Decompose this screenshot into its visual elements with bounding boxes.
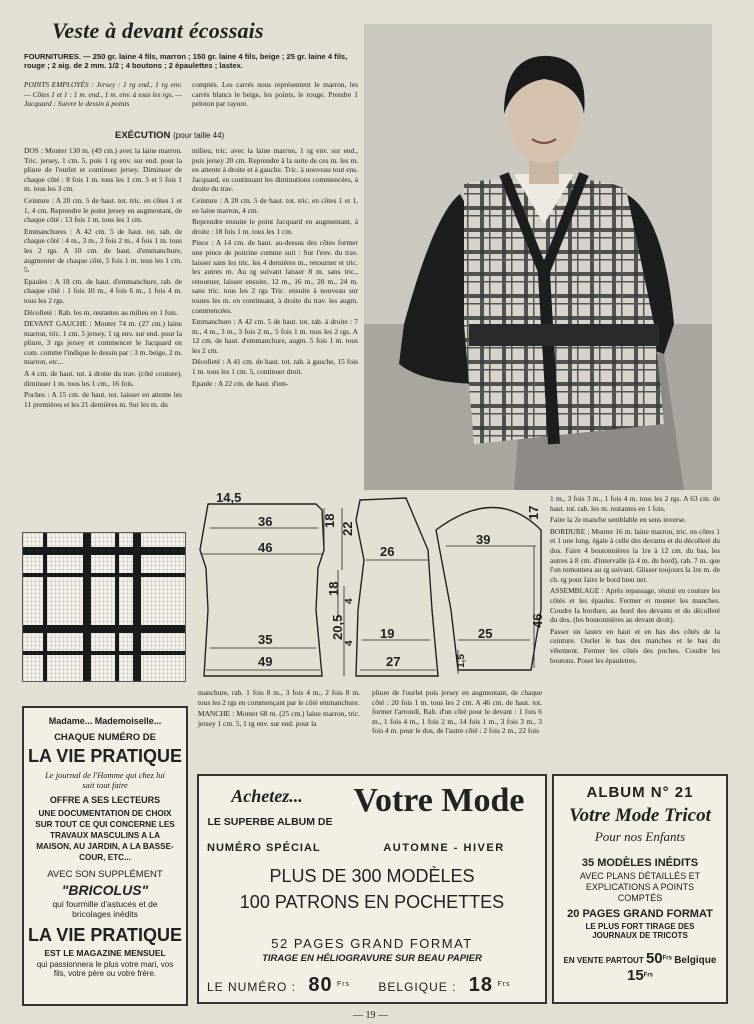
para-ceinture: Ceinture : A 20 cm. 5 de haut. tot. tric. en côtes 1 et 1, 4 cm. Reprendre le point jersey en augmentant, de chaque côté : 13 fois 1 m. tous les 1 cm.	[24, 195, 182, 225]
para-epaule-devant: Epaule : A 22 cm. de haut. d'em-	[192, 378, 289, 388]
dim-front-27: 27	[386, 654, 401, 669]
ad1-magazine-name-2: LA VIE PRATIQUE	[27, 925, 182, 945]
ad1-footer: qui passionnera le plus votre mari, vos fils, votre père ou votre frère.	[36, 960, 174, 978]
para-bordure: BORDURE : Monter 16 m. laine marron, tric. en côtes 1 et 1 une long. égale à celle des devants et du décolleté du dos. Faire 4 boutonnières la 1re à 12 cm. du bas, les autres à 8 cm. d'intervalle (à 4 m. du bord), rab. 7 m. que l'on remontera au rg suivant. Glisser toujours la 1re m. de ch. rg pour faire le bord bien net.	[550, 526, 720, 584]
ad1-bricolus-desc: qui fourmille d'astuces et de bricolages inédits	[52, 899, 158, 919]
ad1-bricolus: "BRICOLUS"	[61, 882, 149, 898]
ad1-offer: OFFRE A SES LECTEURS	[49, 795, 161, 805]
dim-front-19: 19	[380, 626, 395, 641]
para-devant-gauche: DEVANT GAUCHE : Monter 74 m. (27 cm.) laine marron, tric. 1 cm. 5 jersey, 1 rg env. sur end. pour la pliure, 3 rgs jersey et commencer le Jacquard en com. comme l'indique le dessin par : 3 m. beige, 2 m. marron, etc...	[24, 319, 182, 367]
dim-sleeve-39: 39	[476, 532, 491, 547]
ad2-price-row	[207, 974, 537, 997]
ad2-achetez: Achetez...	[231, 786, 303, 806]
article-title: Veste à devant écossais	[52, 18, 264, 43]
model-photo	[364, 24, 712, 490]
dim-sleeve-46: 46	[530, 613, 545, 628]
jacquard-chart	[22, 532, 186, 682]
supplies-text: FOURNITURES. — 250 gr. laine 4 fils, marron ; 150 gr. laine 4 fils, beige ; 25 gr. laine 4 fils, rouge ; 2 aig. de 2 mm. 1/2 ; 4 boutons ; 2 épaulettes ; lastex.	[24, 52, 348, 70]
dim-sleeve-1-5: 1,5	[456, 654, 467, 668]
ad2-patterns: 100 PATRONS EN POCHETTES	[239, 892, 505, 912]
para-finitions: Passer un lastex en haut et en bas des côtés de la ceinture. Ourler le bas des manches et le bas du vêtement. Fermer les côtés des poches. Coudre les boutons. Poser les épaulettes.	[550, 626, 720, 665]
ad3-price: 50	[645, 950, 663, 967]
para-decollete-devant: Décolleté : A 41 cm. de haut. tot. rab. à gauche, 15 fois 1 m. tous les 1 cm. 5, continuer droit.	[192, 357, 358, 377]
dim-front-4a: 4	[344, 598, 355, 604]
instructions-col-right	[550, 494, 720, 667]
ad-album-21	[552, 774, 728, 1004]
ad2-season: AUTOMNE - HIVER	[383, 842, 505, 854]
page-number: — 19 —	[353, 1010, 388, 1021]
para-reprendre: Reprendre ensuite le point Jacquard en augmentant, à droite : 18 fois 1 m. tous les 1 cm.	[192, 217, 358, 236]
dim-front-18: 18	[326, 581, 341, 596]
instructions-col-2	[192, 146, 358, 390]
dim-front-26: 26	[380, 544, 395, 559]
ad2-models: PLUS DE 300 MODÈLES	[269, 866, 475, 886]
ad2-belgium-unit: Frs	[497, 981, 511, 988]
ad1-magazine-name: LA VIE PRATIQUE	[27, 746, 182, 766]
ad-vie-pratique	[22, 706, 188, 1006]
dim-back-35: 35	[258, 632, 273, 647]
ad3-belgium-label: Belgique	[674, 955, 717, 966]
ad1-monthly: EST LE MAGAZINE MENSUEL	[44, 948, 166, 958]
dim-sleeve-17: 17	[526, 505, 541, 520]
dim-front-20-5: 20,5	[330, 614, 345, 640]
dim-back-18: 18	[322, 513, 337, 528]
ad2-printing: TIRAGE EN HÉLIOGRAVURE SUR BEAU PAPIER	[262, 953, 482, 964]
ad3-children: Pour nos Enfants	[594, 829, 686, 844]
stitches-text: POINTS EMPLOYÉS : Jersey : 1 rg end., 1 rg env. — Côtes 1 et 1 : 1 m. end., 1 m. env. à tous les rgs. — Jacquard : Suivre le dessin à points	[24, 80, 182, 109]
ad1-tagline: Le journal de l'Homme qui chez lui sait tout faire	[45, 770, 165, 790]
para-decollete: Décolleté : Rab. les m. restantes au milieu en 1 fois.	[24, 307, 178, 317]
para-poches: Poches : A 15 cm. de haut. tot. laisser en attente les 11 premières et les 21 dernières m. Sur les m. du	[24, 390, 182, 409]
para-dos: DOS : Monter 130 m. (49 cm.) avec la laine marron. Tric. jersey, 1 cm. 5, puis 1 rg env. sur end. pour la pliure de l'ourlet et continuer jersey. Diminuer de chaque côté : 8 fois 1 m. tous les 1 cm. 5 et 5 fois 1 m. tous les 3 cm.	[24, 146, 182, 194]
para-deuxieme-manche: Faire la 2e manche semblable en sens inverse.	[550, 515, 687, 525]
para-assemblage: ASSEMBLAGE : Après repassage, réunir en couture les côtés et les épaules. Fermer et monter les manches. Coudre la bordure, au bord des devants et du décolleté du dos, (les boutonnières au devant droit).	[550, 586, 720, 625]
execution-size: (pour taille 44)	[173, 131, 225, 140]
ad3-circulation: LE PLUS FORT TIRAGE DES JOURNAUX DE TRICOTS	[585, 922, 695, 940]
ad1-greeting: Madame... Mademoiselle...	[48, 716, 162, 726]
instructions-col-1	[24, 146, 182, 411]
ad3-details: AVEC PLANS DÉTAILLÉS ET EXPLICATIONS A POINTS COMPTÉS	[579, 871, 701, 903]
para-epaule-fin: manchure, rab. 1 fois 8 m., 3 fois 4 m., 2 fois 8 m. tous les 2 rgs en commençant par le côté emmanchure.	[198, 688, 360, 707]
ad3-belgium-price: 15	[626, 967, 644, 984]
dim-back-22: 22	[340, 521, 355, 536]
ad2-pages: 52 PAGES GRAND FORMAT	[271, 936, 473, 951]
execution-label: EXÉCUTION	[115, 130, 171, 141]
para-manche: MANCHE : Monter 68 m. (25 cm.) laine marron, tric. jersey 1 cm. 5, 1 rg env. sur end. pour la	[198, 709, 360, 728]
ad2-price: 80	[308, 974, 333, 996]
para-diminution: A 4 cm. de haut. tot. à droite du trav. (côté couture), diminuer 1 m. tous les 1 cm., 16 fois.	[24, 369, 182, 388]
ad2-brand: Votre Mode	[353, 782, 525, 819]
ad2-belgium-label: BELGIQUE :	[378, 980, 457, 994]
dim-front-4b: 4	[344, 640, 355, 646]
ad2-special: NUMÉRO SPÉCIAL	[207, 842, 321, 854]
ad3-on-sale: EN VENTE PARTOUT	[563, 956, 644, 965]
para-milieu: milieu, tric. avec la laine marron, 1 rg env. sur end., puis jersey 20 cm. Reprendre à la suite de ces m. les m. en attente à droite et à gauche. Tric. à nouveau tout ens. Jacquard, en continuant les diminutions commencées, à droite du trav.	[192, 146, 358, 194]
para-epaules: Epaules : A 18 cm. de haut. d'emmanchure, rab. de chaque côté : 1 fois 10 m., 4 fois 6 m., 1 fois 4 m. tous les 2 rgs.	[24, 276, 182, 305]
instructions-bottom-left	[198, 688, 360, 730]
dim-back-shoulder: 14,5	[216, 490, 242, 505]
instructions-bottom-mid	[372, 688, 542, 738]
stitches-text-cont: comptés. Les carrés nous représentent le marron, les carrés blancs le beige, les points, le rouge. Prendre 1 peloton par rayure.	[192, 80, 358, 109]
para-ceinture-devant: Ceinture : A 20 cm. 5 de haut. tot. tric. en côtes 1 et 1, en laine marron, 4 cm.	[192, 195, 358, 215]
para-emmanchure-devant: Emmanchure : A 42 cm. 5 de haut. tot. rab. à droite : 7 m., 4 m., 3 m., 3 fois 2 m., 5 fois 1 m. tous les 2 rgs. A 12 cm. de haut. d'emmanchure, augm. 5 fois 1 m. tous les 2 cm.	[192, 317, 358, 355]
ad-votre-mode	[197, 774, 547, 1004]
pattern-diagram	[196, 490, 552, 690]
execution-heading	[115, 130, 224, 141]
dim-back-46: 46	[258, 540, 273, 555]
ad3-models: 35 MODÈLES INÉDITS	[581, 857, 699, 869]
ad1-doc: UNE DOCUMENTATION DE CHOIX SUR TOUT CE QUI CONCERNE LES TRAVAUX MASCULINS A LA MAISON, AU JARDIN, A LA BASSE-COUR, ETC...	[35, 809, 175, 862]
ad3-belgium-unit: Frs	[643, 972, 654, 979]
ad3-price-unit: Frs	[662, 955, 672, 962]
ad2-price-label: LE NUMÉRO :	[207, 980, 297, 994]
ad3-brand: Votre Mode Tricot	[569, 805, 711, 826]
para-manche-fin: 1 m., 3 fois 3 m., 1 fois 4 m. tous les 2 rgs. A 63 cm. de haut. tot. rab. les m. restantes en 1 fois.	[550, 494, 720, 513]
ad3-price-row	[554, 950, 726, 984]
ad1-line: CHAQUE NUMÉRO DE	[54, 732, 156, 743]
ad2-belgium-price: 18	[468, 974, 494, 996]
ad2-price-unit: Frs	[336, 981, 351, 988]
dim-back-49: 49	[258, 654, 273, 669]
ad1-supplement: AVEC SON SUPPLÉMENT	[47, 869, 163, 880]
para-emmanchures: Emmanchures : A 42 cm. 5 de haut. tot. rab. de chaque côté : 4 m., 3 m., 3 fois 2 m., 4 fois 1 m. tous les 2 rgs. A 10 cm. de haut. d'emmanchure, augmenter de chaque côté, 5 fois 1 m. tous les 1 cm. 5.	[24, 226, 182, 275]
para-manche-suite: pliure de l'ourlet puis jersey en augmentant, de chaque côté : 20 fois 1 m. tous les 2 cm. A 46 cm. de haut. tot. former l'arrondi. Rab. d'un côté pour le devant : 1 fois 6 m., 1 fois 4 m., 1 fois 2 m., 14 fois 1 m., 3 fois 3 m., 3 fois 4 m. pour le dos, de l'autre côté : 2 fois 2 m., 22 fois	[372, 688, 542, 736]
para-pince: Pince : A 14 cm. de haut. au-dessus des côtes former une pince de poitrine comme suit : Sur l'env. du trav. laisser sans les tric. les 4 dernières m., retourner et tric. les autres m. Au rg suivant laisser 8 m. sans tric., retourner, laisser ensuite, 12 m., 16 m., 20 m., 24 m. sans tric. tous les 2 rgs Tric. ensuite à nouveau sur toutes les m. en continuant, à droite du trav. les augm. commencées.	[192, 238, 358, 315]
dim-back-36: 36	[258, 514, 273, 529]
ad3-pages: 20 PAGES GRAND FORMAT	[567, 908, 713, 920]
ad3-album-number: ALBUM N° 21	[586, 784, 694, 801]
dim-sleeve-25: 25	[478, 626, 493, 641]
ad2-album: LE SUPERBE ALBUM DE	[207, 816, 333, 828]
